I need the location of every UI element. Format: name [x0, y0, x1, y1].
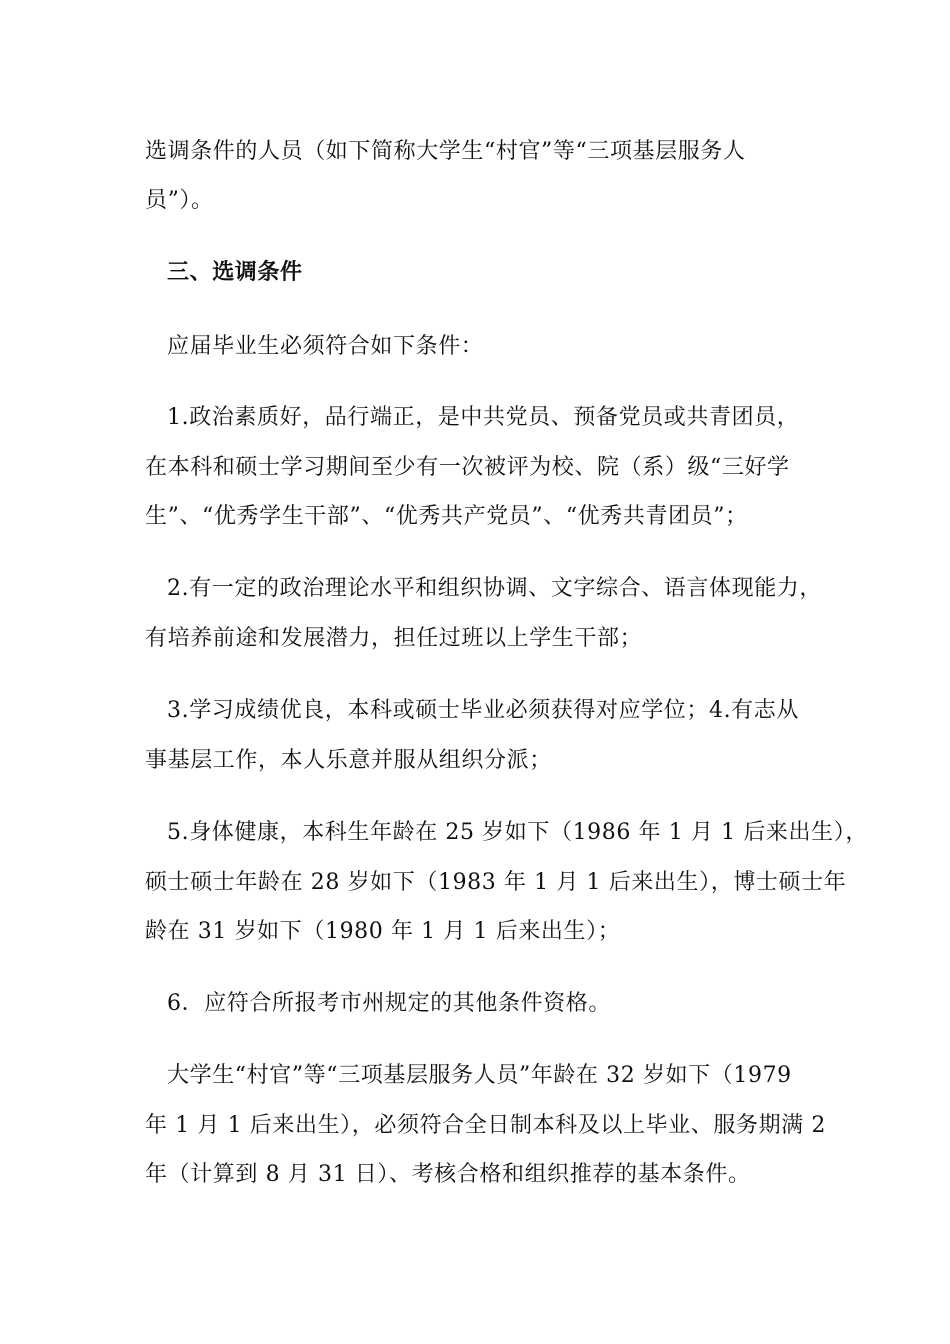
- item1-line-2: 在本科和硕士学习期间至少有一次被评为校、院（系）级“三好学: [145, 455, 790, 480]
- intro-line-2: 员”）。: [145, 188, 214, 213]
- requirement-intro: 应届毕业生必须符合如下条件：: [167, 334, 484, 359]
- item2-line-1: 2.有一定的政治理论水平和组织协调、文字综合、语言体现能力，: [167, 576, 822, 601]
- section-heading: 三、选调条件: [167, 259, 303, 285]
- village-line-2: 年 1 月 1 后来出生），必须符合全日制本科及以上毕业、服务期满 2: [145, 1113, 826, 1138]
- item3-line-1: 3.学习成绩优良，本科或硕士毕业必须获得对应学位；4.有志从: [167, 698, 799, 723]
- village-line-3: 年（计算到 8 月 31 日）、考核合格和组织推荐的基本条件。: [145, 1162, 751, 1187]
- item5-line-2: 硕士硕士年龄在 28 岁如下（1983 年 1 月 1 后来出生），博士硕士年: [145, 870, 847, 895]
- item3-line-2: 事基层工作，本人乐意并服从组织分派；: [145, 748, 552, 773]
- village-line-1: 大学生“村官”等“三项基层服务人员”年龄在 32 岁如下（1979: [167, 1063, 792, 1088]
- item5-line-1: 5.身体健康，本科生年龄在 25 岁如下（1986 年 1 月 1 后来出生），: [167, 820, 868, 845]
- item2-line-2: 有培养前途和发展潜力，担任过班以上学生干部；: [145, 626, 643, 651]
- item1-line-3: 生”、“优秀学生干部”、“优秀共产党员”、“优秀共青团员”；: [145, 504, 748, 529]
- item6-line: 6．应符合所报考市州规定的其他条件资格。: [167, 991, 611, 1016]
- intro-line-1: 选调条件的人员（如下简称大学生“村官”等“三项基层服务人: [145, 139, 746, 164]
- item1-line-1: 1.政治素质好，品行端正，是中共党员、预备党员或共青团员，: [167, 405, 800, 430]
- item5-line-3: 龄在 31 岁如下（1980 年 1 月 1 后来出生）；: [145, 919, 621, 944]
